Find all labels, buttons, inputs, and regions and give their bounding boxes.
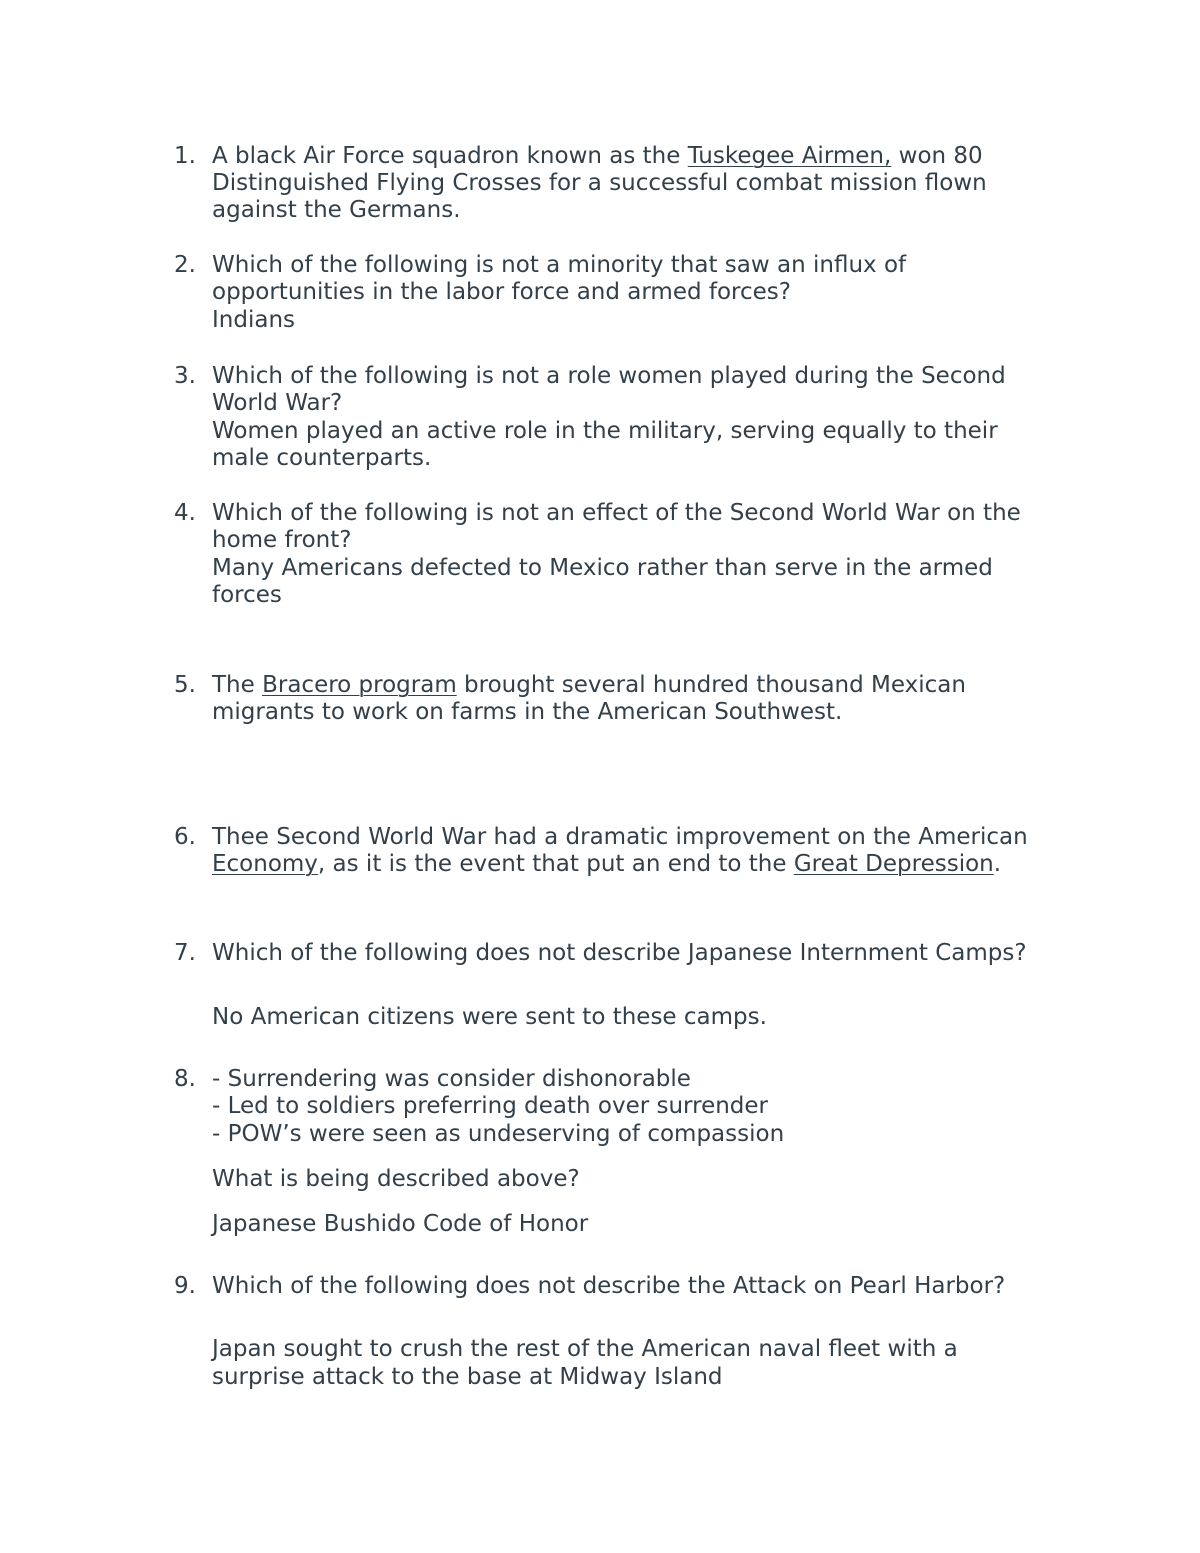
- question-number: 5.: [174, 672, 196, 698]
- underlined-term: Great Depression: [793, 851, 994, 877]
- answer-line: male counterparts.: [212, 445, 432, 471]
- bullet-line: - POW’s were seen as undeserving of compassion: [212, 1121, 785, 1147]
- text-segment: A black Air Force squadron known as the: [212, 143, 688, 169]
- text-segment: The: [212, 672, 263, 698]
- answer-line: Japanese Bushido Code of Honor: [212, 1211, 589, 1237]
- text-segment: brought several hundred thousand Mexican: [456, 672, 966, 698]
- question-line: [212, 143, 983, 171]
- question-number: 1.: [174, 143, 196, 169]
- underlined-term: Tuskegee Airmen,: [687, 143, 892, 169]
- question-number: 6.: [174, 824, 196, 850]
- bullet-line: - Surrendering was consider dishonorable: [212, 1066, 691, 1092]
- text-segment: , as it is the event that put an end to the: [317, 851, 794, 877]
- bullet-line: - Led to soldiers preferring death over surrender: [212, 1093, 768, 1119]
- question-line: home front?: [212, 527, 352, 553]
- question-number: 3.: [174, 363, 196, 389]
- question-number: 4.: [174, 500, 196, 526]
- answer-line: Many Americans defected to Mexico rather than serve in the armed: [212, 555, 993, 581]
- answer-line: Japan sought to crush the rest of the American naval fleet with a: [212, 1336, 958, 1362]
- question-line: Which of the following does not describe Japanese Internment Camps?: [212, 940, 1027, 966]
- underlined-term: Bracero program: [262, 672, 457, 698]
- answer-line: Indians: [212, 307, 296, 333]
- question-line: Distinguished Flying Crosses for a successful combat mission flown: [212, 170, 987, 196]
- text-segment: won 80: [891, 143, 983, 169]
- question-line: migrants to work on farms in the American Southwest.: [212, 699, 843, 725]
- question-line: against the Germans.: [212, 197, 461, 223]
- underlined-term: Economy: [212, 851, 318, 877]
- question-line: Which of the following is not a minority that saw an influx of: [212, 252, 907, 278]
- question-line: Which of the following does not describe the Attack on Pearl Harbor?: [212, 1273, 1006, 1299]
- answer-line: surprise attack to the base at Midway Island: [212, 1364, 723, 1390]
- question-number: 2.: [174, 252, 196, 278]
- question-line: What is being described above?: [212, 1166, 580, 1192]
- question-line: [212, 851, 1001, 879]
- question-line: World War?: [212, 390, 343, 416]
- question-line: Which of the following is not a role women played during the Second: [212, 363, 1006, 389]
- question-number: 8.: [174, 1066, 196, 1092]
- answer-line: Women played an active role in the military, serving equally to their: [212, 418, 998, 444]
- question-line: Which of the following is not an effect of the Second World War on the: [212, 500, 1021, 526]
- answer-line: No American citizens were sent to these camps.: [212, 1004, 767, 1030]
- question-line: [212, 672, 966, 700]
- text-segment: .: [993, 851, 1002, 877]
- question-line: opportunities in the labor force and armed forces?: [212, 279, 791, 305]
- question-number: 9.: [174, 1273, 196, 1299]
- question-number: 7.: [174, 940, 196, 966]
- answer-line: forces: [212, 582, 282, 608]
- question-line: Thee Second World War had a dramatic improvement on the American: [212, 824, 1028, 850]
